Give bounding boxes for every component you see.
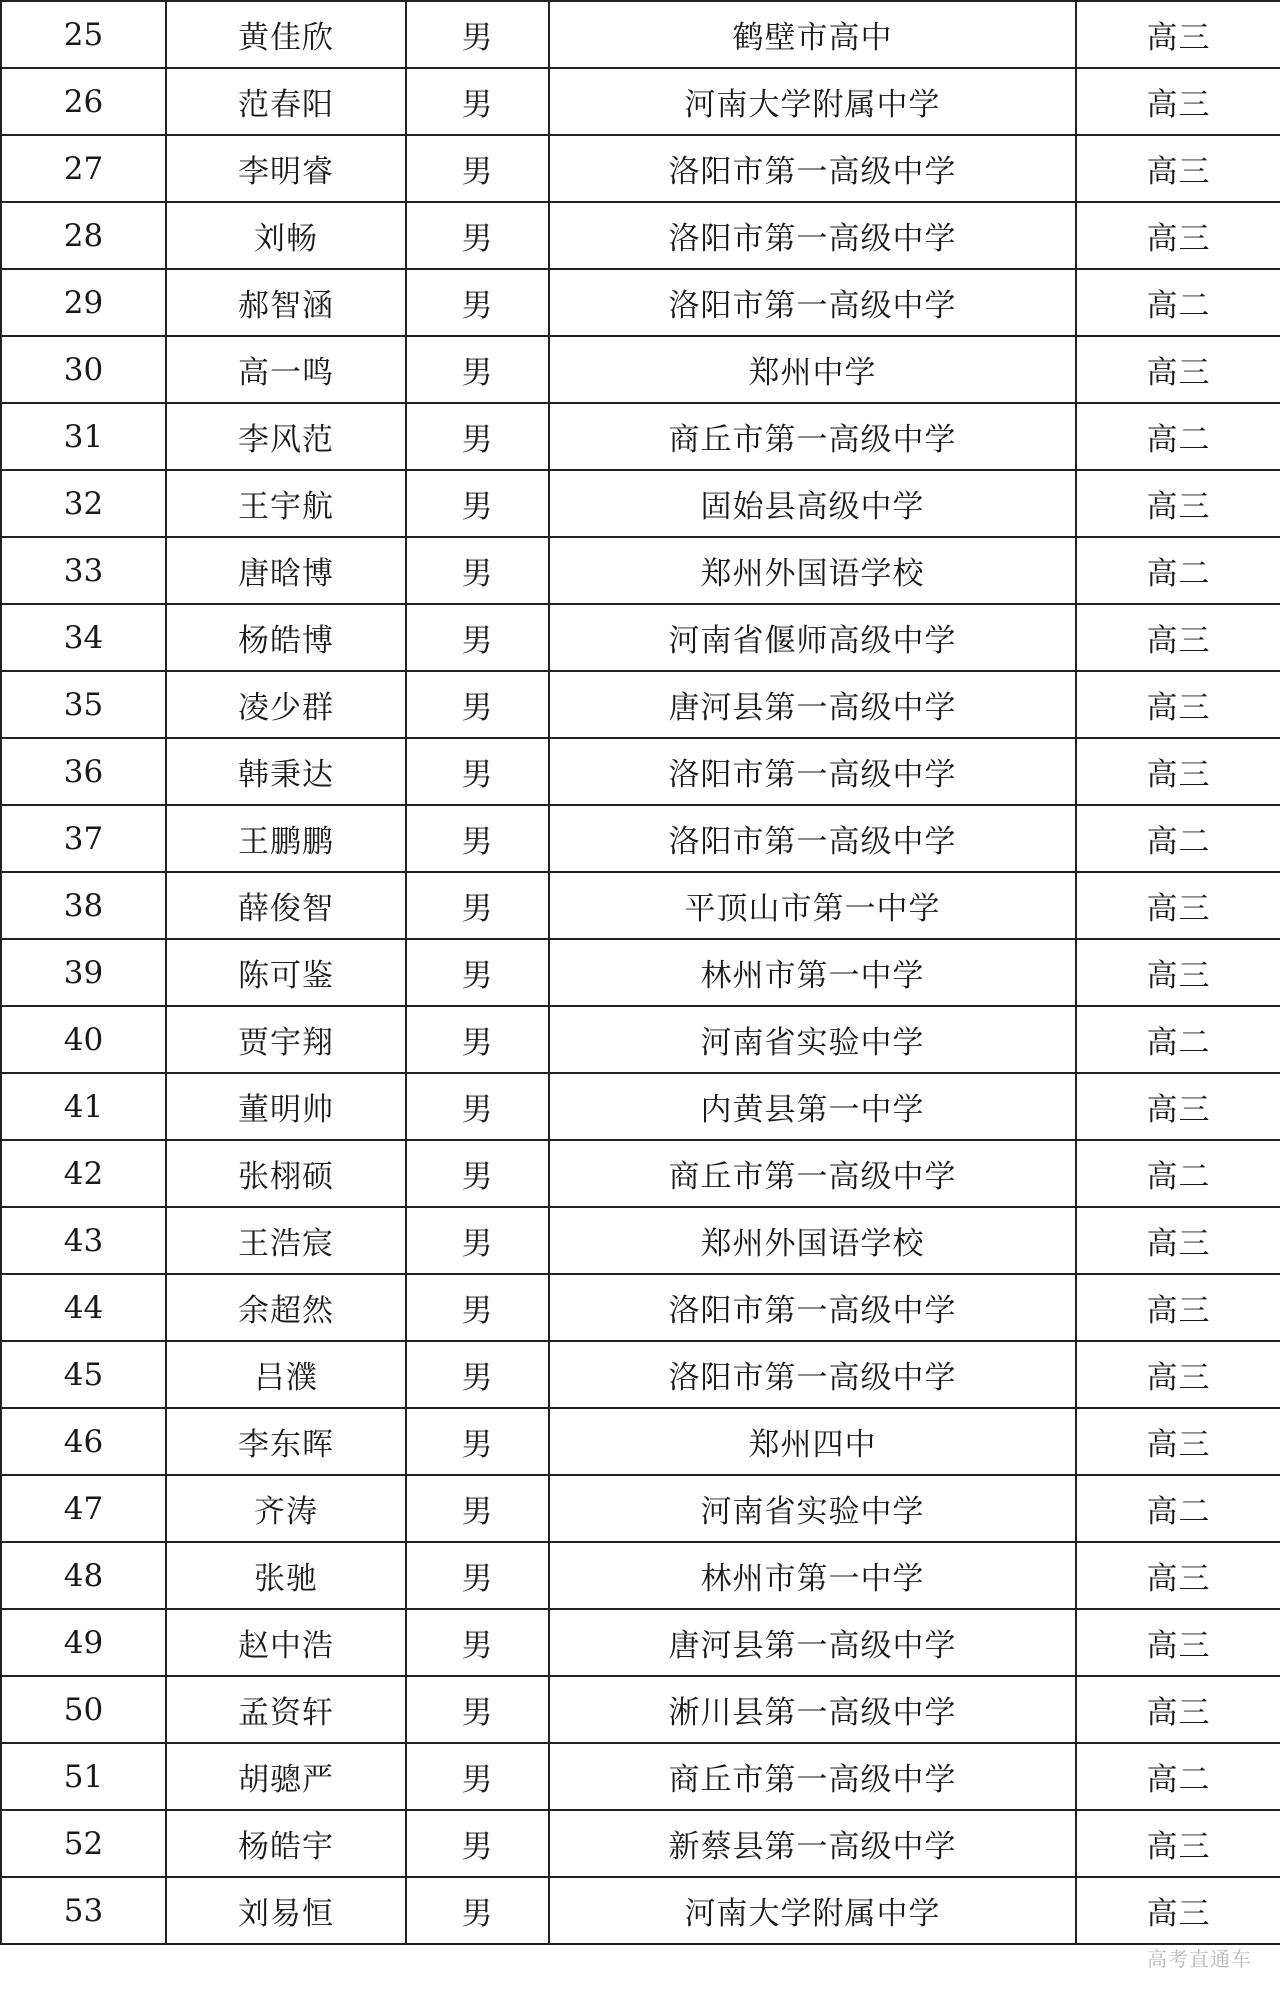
cell-grade: 高三 (1076, 1408, 1280, 1475)
cell-student-name: 齐涛 (166, 1475, 406, 1542)
table-row (1, 1408, 1280, 1475)
table-row (1, 537, 1280, 604)
cell-school: 林州市第一中学 (549, 1542, 1076, 1609)
cell-gender: 男 (406, 1609, 549, 1676)
cell-grade: 高三 (1076, 939, 1280, 1006)
table-row (1, 1341, 1280, 1408)
cell-number: 47 (1, 1475, 166, 1542)
cell-student-name: 杨皓宇 (166, 1810, 406, 1877)
cell-student-name: 吕濮 (166, 1341, 406, 1408)
cell-gender: 男 (406, 202, 549, 269)
cell-number: 53 (1, 1877, 166, 1944)
cell-school: 郑州四中 (549, 1408, 1076, 1475)
cell-number: 33 (1, 537, 166, 604)
cell-number: 28 (1, 202, 166, 269)
cell-school: 洛阳市第一高级中学 (549, 135, 1076, 202)
table-row (1, 1877, 1280, 1944)
table-row (1, 202, 1280, 269)
cell-number: 37 (1, 805, 166, 872)
cell-grade: 高三 (1076, 1274, 1280, 1341)
table-row (1, 805, 1280, 872)
cell-number: 26 (1, 68, 166, 135)
cell-student-name: 韩秉达 (166, 738, 406, 805)
table-row (1, 269, 1280, 336)
cell-number: 49 (1, 1609, 166, 1676)
table-row (1, 470, 1280, 537)
cell-number: 40 (1, 1006, 166, 1073)
cell-grade: 高三 (1076, 202, 1280, 269)
table-row (1, 604, 1280, 671)
cell-student-name: 王宇航 (166, 470, 406, 537)
cell-gender: 男 (406, 1542, 549, 1609)
cell-student-name: 张驰 (166, 1542, 406, 1609)
cell-school: 洛阳市第一高级中学 (549, 1274, 1076, 1341)
cell-gender: 男 (406, 537, 549, 604)
cell-school: 商丘市第一高级中学 (549, 1743, 1076, 1810)
cell-number: 27 (1, 135, 166, 202)
cell-school: 河南省偃师高级中学 (549, 604, 1076, 671)
cell-gender: 男 (406, 1341, 549, 1408)
cell-number: 50 (1, 1676, 166, 1743)
cell-number: 36 (1, 738, 166, 805)
cell-school: 商丘市第一高级中学 (549, 403, 1076, 470)
cell-grade: 高三 (1076, 1676, 1280, 1743)
table-row (1, 1810, 1280, 1877)
cell-gender: 男 (406, 671, 549, 738)
cell-number: 45 (1, 1341, 166, 1408)
cell-grade: 高三 (1076, 1073, 1280, 1140)
cell-school: 新蔡县第一高级中学 (549, 1810, 1076, 1877)
cell-student-name: 赵中浩 (166, 1609, 406, 1676)
cell-grade: 高二 (1076, 1006, 1280, 1073)
cell-student-name: 薛俊智 (166, 872, 406, 939)
cell-school: 内黄县第一中学 (549, 1073, 1076, 1140)
cell-school: 洛阳市第一高级中学 (549, 738, 1076, 805)
cell-grade: 高二 (1076, 537, 1280, 604)
cell-school: 河南大学附属中学 (549, 1877, 1076, 1944)
cell-student-name: 王鹏鹏 (166, 805, 406, 872)
watermark-text: 高考直通车 (1147, 1947, 1252, 1971)
cell-number: 34 (1, 604, 166, 671)
table-row (1, 1274, 1280, 1341)
cell-gender: 男 (406, 1475, 549, 1542)
table-row (1, 1, 1280, 68)
cell-number: 32 (1, 470, 166, 537)
cell-grade: 高三 (1076, 738, 1280, 805)
cell-school: 郑州中学 (549, 336, 1076, 403)
cell-number: 42 (1, 1140, 166, 1207)
table-row (1, 939, 1280, 1006)
cell-school: 洛阳市第一高级中学 (549, 805, 1076, 872)
table-row (1, 872, 1280, 939)
cell-gender: 男 (406, 872, 549, 939)
cell-student-name: 高一鸣 (166, 336, 406, 403)
cell-gender: 男 (406, 1743, 549, 1810)
cell-grade: 高二 (1076, 805, 1280, 872)
table-row (1, 1743, 1280, 1810)
cell-grade: 高三 (1076, 604, 1280, 671)
cell-grade: 高三 (1076, 1877, 1280, 1944)
cell-number: 51 (1, 1743, 166, 1810)
cell-student-name: 刘畅 (166, 202, 406, 269)
table-row (1, 671, 1280, 738)
cell-gender: 男 (406, 1877, 549, 1944)
cell-student-name: 董明帅 (166, 1073, 406, 1140)
cell-student-name: 黄佳欣 (166, 1, 406, 68)
cell-student-name: 杨皓博 (166, 604, 406, 671)
cell-number: 31 (1, 403, 166, 470)
cell-school: 淅川县第一高级中学 (549, 1676, 1076, 1743)
cell-grade: 高三 (1076, 872, 1280, 939)
cell-school: 林州市第一中学 (549, 939, 1076, 1006)
cell-gender: 男 (406, 604, 549, 671)
cell-gender: 男 (406, 1073, 549, 1140)
cell-grade: 高二 (1076, 403, 1280, 470)
cell-grade: 高三 (1076, 68, 1280, 135)
table-row (1, 1140, 1280, 1207)
cell-grade: 高二 (1076, 1475, 1280, 1542)
cell-gender: 男 (406, 336, 549, 403)
cell-gender: 男 (406, 1, 549, 68)
cell-student-name: 王浩宸 (166, 1207, 406, 1274)
cell-gender: 男 (406, 1408, 549, 1475)
cell-gender: 男 (406, 1810, 549, 1877)
table-row (1, 1475, 1280, 1542)
cell-school: 河南省实验中学 (549, 1475, 1076, 1542)
cell-school: 唐河县第一高级中学 (549, 671, 1076, 738)
cell-gender: 男 (406, 939, 549, 1006)
cell-number: 44 (1, 1274, 166, 1341)
cell-grade: 高三 (1076, 1, 1280, 68)
cell-number: 25 (1, 1, 166, 68)
cell-school: 平顶山市第一中学 (549, 872, 1076, 939)
cell-number: 52 (1, 1810, 166, 1877)
cell-school: 郑州外国语学校 (549, 1207, 1076, 1274)
cell-school: 郑州外国语学校 (549, 537, 1076, 604)
cell-student-name: 范春阳 (166, 68, 406, 135)
cell-gender: 男 (406, 805, 549, 872)
cell-student-name: 李明睿 (166, 135, 406, 202)
cell-grade: 高三 (1076, 336, 1280, 403)
cell-student-name: 张栩硕 (166, 1140, 406, 1207)
cell-grade: 高二 (1076, 1743, 1280, 1810)
table-row (1, 738, 1280, 805)
cell-student-name: 李东晖 (166, 1408, 406, 1475)
cell-number: 35 (1, 671, 166, 738)
cell-school: 河南大学附属中学 (549, 68, 1076, 135)
cell-grade: 高三 (1076, 1341, 1280, 1408)
cell-grade: 高三 (1076, 135, 1280, 202)
cell-student-name: 胡骢严 (166, 1743, 406, 1810)
cell-student-name: 陈可鉴 (166, 939, 406, 1006)
cell-gender: 男 (406, 1006, 549, 1073)
table-row (1, 68, 1280, 135)
cell-school: 唐河县第一高级中学 (549, 1609, 1076, 1676)
roster-body (1, 1, 1280, 1944)
cell-school: 鹤壁市高中 (549, 1, 1076, 68)
cell-gender: 男 (406, 470, 549, 537)
cell-grade: 高三 (1076, 1207, 1280, 1274)
cell-number: 43 (1, 1207, 166, 1274)
cell-number: 41 (1, 1073, 166, 1140)
table-row (1, 1207, 1280, 1274)
cell-grade: 高三 (1076, 1810, 1280, 1877)
cell-grade: 高三 (1076, 1542, 1280, 1609)
cell-number: 46 (1, 1408, 166, 1475)
cell-gender: 男 (406, 269, 549, 336)
cell-gender: 男 (406, 738, 549, 805)
cell-student-name: 孟资轩 (166, 1676, 406, 1743)
cell-student-name: 刘易恒 (166, 1877, 406, 1944)
table-row (1, 1006, 1280, 1073)
cell-gender: 男 (406, 1140, 549, 1207)
table-row (1, 1073, 1280, 1140)
cell-number: 29 (1, 269, 166, 336)
cell-number: 48 (1, 1542, 166, 1609)
table-row (1, 336, 1280, 403)
cell-school: 洛阳市第一高级中学 (549, 269, 1076, 336)
cell-gender: 男 (406, 1676, 549, 1743)
cell-school: 商丘市第一高级中学 (549, 1140, 1076, 1207)
cell-student-name: 郝智涵 (166, 269, 406, 336)
cell-number: 38 (1, 872, 166, 939)
cell-grade: 高二 (1076, 269, 1280, 336)
cell-gender: 男 (406, 135, 549, 202)
cell-student-name: 贾宇翔 (166, 1006, 406, 1073)
table-row (1, 1609, 1280, 1676)
cell-grade: 高三 (1076, 1609, 1280, 1676)
cell-student-name: 李风范 (166, 403, 406, 470)
cell-grade: 高三 (1076, 470, 1280, 537)
cell-school: 河南省实验中学 (549, 1006, 1076, 1073)
cell-number: 39 (1, 939, 166, 1006)
cell-grade: 高二 (1076, 1140, 1280, 1207)
cell-school: 洛阳市第一高级中学 (549, 202, 1076, 269)
table-row (1, 1542, 1280, 1609)
cell-student-name: 唐晗博 (166, 537, 406, 604)
table-row (1, 135, 1280, 202)
cell-school: 固始县高级中学 (549, 470, 1076, 537)
cell-gender: 男 (406, 68, 549, 135)
cell-student-name: 凌少群 (166, 671, 406, 738)
cell-gender: 男 (406, 1207, 549, 1274)
cell-school: 洛阳市第一高级中学 (549, 1341, 1076, 1408)
cell-grade: 高三 (1076, 671, 1280, 738)
cell-gender: 男 (406, 403, 549, 470)
cell-gender: 男 (406, 1274, 549, 1341)
table-row (1, 403, 1280, 470)
cell-number: 30 (1, 336, 166, 403)
cell-student-name: 余超然 (166, 1274, 406, 1341)
table-row (1, 1676, 1280, 1743)
